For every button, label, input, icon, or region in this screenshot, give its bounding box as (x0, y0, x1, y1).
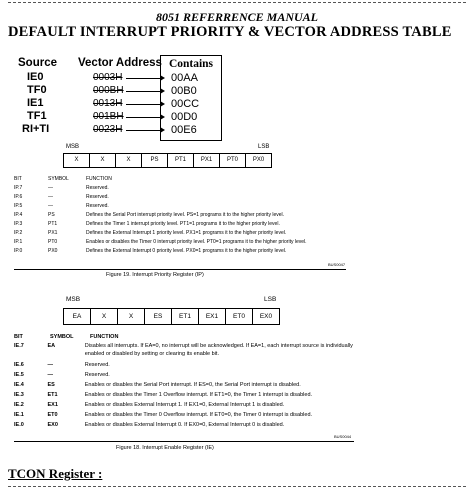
vector-address-header: Vector Address (78, 57, 162, 69)
source-tf0: TF0 (27, 84, 47, 96)
ie-row-function: Disables all interrupts. If EA=0, no interrupt will be acknowledged. If EA=1, each interrupt source is individually enabled or disabled by setting or clearing its enable bit. (84, 343, 353, 357)
ie-bit-2: EX1 (198, 308, 225, 325)
ip-register-bits (63, 153, 272, 168)
arrow-head-4 (160, 127, 165, 133)
contains-box (160, 55, 222, 141)
ip-row-bit: IP.6 (14, 194, 23, 200)
ip-figure-rule (14, 269, 346, 270)
tcon-register-heading: TCON Register : (8, 466, 103, 481)
ip-col-bit: BIT (14, 176, 22, 182)
ie-row-symbol: ES (47, 382, 55, 388)
ip-row-function: Enables or disables the Timer 0 interrupt priority level. PT0=1 programs it to the higher priority level. (86, 239, 307, 245)
ip-row-bit: IP.5 (14, 203, 23, 209)
ie-row-function: Enables or disables the Serial Port interrupt. If ES=0, the Serial Port interrupt is disabled. (84, 382, 301, 388)
ip-row-symbol: — (48, 194, 53, 200)
table-row (14, 421, 364, 429)
arrow-3 (126, 117, 162, 118)
table-row (14, 342, 364, 358)
ip-row-bit: IP.1 (14, 239, 23, 245)
ie-bit-0: EX0 (252, 308, 280, 325)
ie-function-table (14, 333, 364, 429)
source-ie0: IE0 (27, 71, 44, 83)
ie-row-bit: IE.1 (14, 412, 24, 418)
ie-row-function: Enables or disables External Interrupt 0. If EX0=0, External Interrupt 0 is disabled. (84, 422, 285, 428)
manual-title: 8051 REFERRENCE MANUAL (155, 10, 319, 24)
table-row (14, 229, 354, 238)
ie-row-bit: IE.4 (14, 382, 24, 388)
ip-row-symbol: PS (48, 212, 55, 218)
ie-row-symbol: — (47, 372, 54, 378)
source-tf1: TF1 (27, 110, 47, 122)
ie-bit-1: ET0 (225, 308, 252, 325)
table-row (14, 184, 354, 193)
top-dashed-rule (8, 2, 466, 3)
arrow-1 (126, 91, 162, 92)
arrow-2 (126, 104, 162, 105)
ie-row-function: Enables or disables the Timer 1 Overflow interrupt. If ET1=0, the Timer 1 interrupt is disabled. (84, 392, 313, 398)
ip-row-function: Reserved. (86, 203, 109, 209)
ie-row-bit: IE.2 (14, 402, 24, 408)
table-row (14, 247, 354, 256)
ip-bit-3: PT1 (167, 153, 193, 168)
ip-col-symbol: SYMBOL (48, 176, 69, 182)
ip-bit-7: X (63, 153, 89, 168)
ie-row-bit: IE.7 (14, 343, 24, 349)
ip-bit-2: PX1 (193, 153, 219, 168)
address-1: 000BH (93, 85, 124, 96)
ip-row-function: Reserved. (86, 194, 109, 200)
ie-row-function: Reserved. (84, 372, 110, 378)
table-row (14, 361, 364, 369)
ip-lsb-label: LSB (258, 144, 270, 150)
address-2: 0013H (93, 98, 123, 109)
arrow-head-0 (160, 75, 165, 81)
ip-row-symbol: PT1 (48, 221, 58, 227)
ie-figure-caption: Figure 18. Interrupt Enable Register (IE) (116, 445, 214, 451)
ie-bit-7: EA (63, 308, 90, 325)
ie-register-bits (63, 308, 280, 325)
ip-row-function: Defines the Timer 1 interrupt priority level. PT1=1 programs it to the higher priority level. (86, 221, 280, 227)
ip-bit-5: X (115, 153, 141, 168)
ip-row-bit: IP.0 (14, 248, 23, 254)
ie-row-symbol: EX0 (47, 422, 58, 428)
ip-bit-4: PS (141, 153, 167, 168)
ip-row-symbol: PT0 (48, 239, 58, 245)
ip-table-header (14, 175, 354, 184)
ip-row-symbol: — (48, 185, 53, 191)
table-row (14, 202, 354, 211)
ip-row-bit: IP.2 (14, 230, 23, 236)
ie-lsb-label: LSB (264, 296, 277, 303)
arrow-head-2 (160, 101, 165, 107)
contains-value-1: 00B0 (171, 85, 197, 97)
source-ri-ti: RI+TI (22, 123, 50, 135)
table-row (14, 411, 364, 419)
table-row (14, 391, 364, 399)
address-3: 001BH (93, 111, 124, 122)
contains-value-4: 00E6 (171, 124, 197, 136)
source-ie1: IE1 (27, 97, 44, 109)
ie-bit-4: ES (144, 308, 171, 325)
ip-bit-6: X (89, 153, 115, 168)
ie-msb-label: MSB (66, 296, 81, 303)
table-row (14, 371, 364, 379)
ie-bit-6: X (90, 308, 117, 325)
ip-function-table (14, 175, 354, 256)
ip-row-bit: IP.7 (14, 185, 23, 191)
ie-row-bit: IE.6 (14, 362, 24, 368)
ie-row-bit: IE.3 (14, 392, 24, 398)
ie-row-function: Enables or disables the Timer 0 Overflow interrupt. If ET0=0, the Timer 0 interrupt is disabled. (84, 412, 313, 418)
table-row (14, 381, 364, 389)
ip-row-symbol: PX0 (48, 248, 58, 254)
ie-figure-code: BUS0044 (334, 434, 352, 439)
ie-row-symbol: EA (47, 343, 56, 349)
ie-row-bit: IE.0 (14, 422, 24, 428)
ie-row-symbol: EX1 (47, 402, 58, 408)
ie-table-header (14, 333, 364, 341)
contains-header: Contains (168, 58, 214, 70)
contains-value-2: 00CC (171, 98, 200, 110)
table-row (14, 193, 354, 202)
table-row (14, 220, 354, 229)
ip-row-function: Defines the External Interrupt 1 priority level. PX1=1 programs it to the higher priority level. (86, 230, 287, 236)
ip-figure-code: BUS0047 (328, 262, 346, 267)
bottom-dashed-rule (8, 486, 466, 487)
arrow-head-3 (160, 114, 165, 120)
ie-row-symbol: — (47, 362, 54, 368)
ip-row-function: Reserved. (86, 185, 109, 191)
ie-row-symbol: ET0 (47, 412, 58, 418)
ie-row-function: Enables or disables External Interrupt 1. If EX1=0, External Interrupt 1 is disabled. (84, 402, 285, 408)
ie-bit-5: X (117, 308, 144, 325)
ip-row-symbol: PX1 (48, 230, 58, 236)
arrow-0 (126, 78, 162, 79)
ip-msb-label: MSB (66, 144, 80, 150)
ip-figure-caption: Figure 19. Interrupt Priority Register (IP) (106, 272, 204, 278)
arrow-head-1 (160, 88, 165, 94)
ie-row-function: Reserved. (84, 362, 110, 368)
ip-col-function: FUNCTION (86, 176, 112, 182)
arrow-4 (126, 130, 162, 131)
ip-row-function: Defines the External Interrupt 0 priority level. PX0=1 programs it to the higher priority level. (86, 248, 287, 254)
contains-value-0: 00AA (171, 72, 198, 84)
table-row (14, 211, 354, 220)
ie-figure-rule (14, 441, 354, 442)
ie-bit-3: ET1 (171, 308, 198, 325)
address-4: 0023H (93, 124, 123, 135)
ip-bit-1: PT0 (219, 153, 245, 168)
source-header: Source (18, 57, 57, 69)
ie-col-function: FUNCTION (90, 334, 119, 340)
contains-value-3: 00D0 (171, 111, 198, 123)
ie-row-bit: IE.5 (14, 372, 24, 378)
ip-row-bit: IP.3 (14, 221, 23, 227)
ip-row-bit: IP.4 (14, 212, 23, 218)
address-0: 0003H (93, 72, 123, 83)
ie-col-symbol: SYMBOL (50, 334, 74, 340)
ie-row-symbol: ET1 (47, 392, 58, 398)
table-row (14, 401, 364, 409)
page-title: DEFAULT INTERRUPT PRIORITY & VECTOR ADDRESS TABLE (8, 24, 452, 40)
table-row (14, 238, 354, 247)
ip-row-function: Defines the Serial Port interrupt priority level. PS=1 programs it to the higher priority level. (86, 212, 285, 218)
ip-bit-0: PX0 (245, 153, 272, 168)
ie-col-bit: BIT (14, 334, 23, 340)
ip-row-symbol: — (48, 203, 53, 209)
